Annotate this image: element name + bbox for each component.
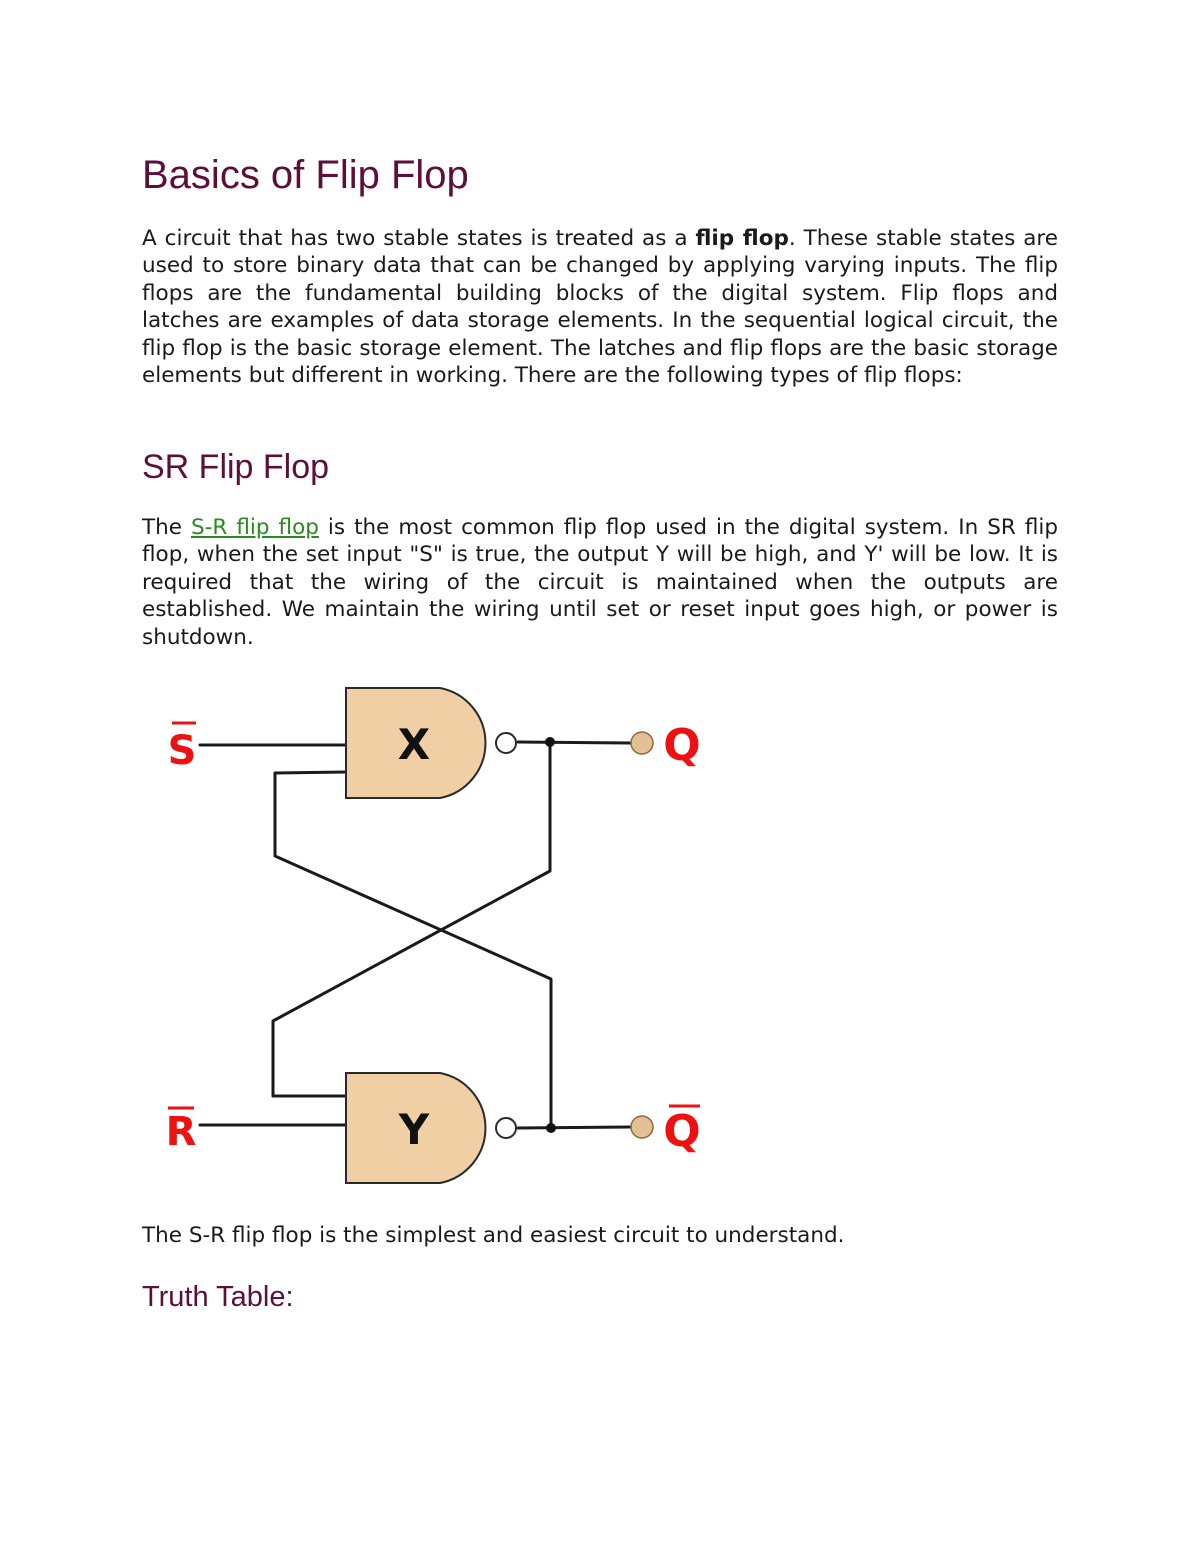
svg-text:S: S [167, 728, 197, 774]
intro-paragraph [142, 225, 1058, 389]
sr-paragraph [142, 514, 1058, 651]
sr-text-end: is the most common flip flop used in the digital system. In SR flip flop, when the set input "S" is true, the output Y will be high, and Y' will be low. It is required that the wiring of the circuit is maintained when the outputs are established. We maintain the wiring until set or reset input goes high, or power is shutdown. [142, 515, 1058, 650]
truth-table-heading: Truth Table: [142, 1281, 294, 1313]
closing-sentence: The S-R flip flop is the simplest and easiest circuit to understand. [142, 1223, 845, 1248]
pin-label-s-bar [168, 723, 197, 774]
intro-text-start: A circuit that has two stable states is treated as a [142, 226, 696, 251]
pin-label-r-bar [166, 1108, 197, 1155]
svg-text:R: R [165, 1109, 197, 1155]
gate-x-label: X [397, 720, 431, 769]
nand-gate-x [346, 688, 516, 798]
junction-dot-bottom [546, 1123, 556, 1133]
svg-text:Q: Q [663, 720, 701, 771]
pin-label-q [663, 720, 700, 771]
page-title: Basics of Flip Flop [142, 153, 469, 197]
sr-latch-diagram [160, 676, 720, 1196]
section-heading: SR Flip Flop [142, 448, 330, 486]
pin-label-q-bar [663, 1106, 700, 1157]
intro-bold-term: flip flop [695, 226, 789, 251]
svg-text:Q: Q [663, 1106, 701, 1157]
sr-text-start: The [142, 515, 191, 540]
sr-flip-flop-link[interactable]: S-R flip flop [191, 515, 319, 540]
nand-gate-y [346, 1073, 516, 1183]
intro-text-end: . These stable states are used to store binary data that can be changed by applying varying inputs. The flip flops are the fundamental building blocks of the digital system. Flip flops and latches are examples of data storage elements. In the sequential logical circuit, the flip flop is the basic storage element. The latches and flip flops are the basic storage elements but different in working. There are the following types of flip flops: [142, 226, 1058, 389]
junction-dot-top [545, 737, 555, 747]
circuit-wires [200, 742, 630, 1128]
output-terminal-q [631, 732, 653, 754]
output-terminal-q-bar [631, 1116, 653, 1138]
gate-y-label: Y [398, 1105, 430, 1154]
